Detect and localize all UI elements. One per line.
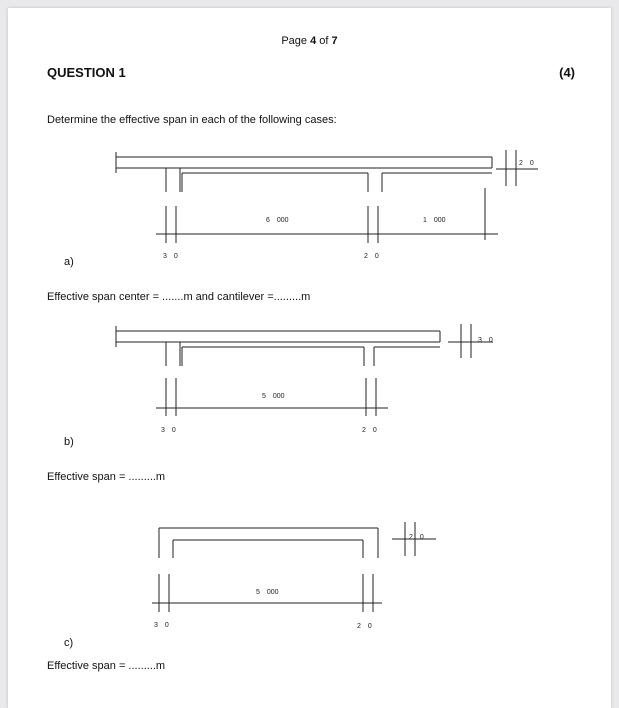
dim-a-span: 6 000 [266, 217, 289, 224]
question-title: QUESTION 1 [47, 65, 126, 80]
dim-a-cantilever: 1 000 [423, 217, 446, 224]
dim-a-left-support: 3 0 [163, 253, 178, 260]
case-a-answer: Effective span center = .......m and cantilever =.........m [47, 291, 311, 303]
dim-b-right-support: 2 0 [362, 427, 377, 434]
question-marks: (4) [559, 65, 575, 80]
dim-b-left-support: 3 0 [161, 427, 176, 434]
case-b-answer: Effective span = .........m [47, 471, 166, 483]
dim-b-wall: 3 0 [478, 337, 493, 344]
case-a-label: a) [64, 256, 74, 268]
dim-a-wall: 2 0 [519, 160, 534, 167]
case-c-label: c) [64, 637, 74, 649]
dim-c-right-support: 2 0 [357, 623, 372, 630]
dim-c-wall: 2 0 [409, 534, 424, 541]
case-c-answer: Effective span = .........m [47, 660, 166, 672]
page-number: Page 4 of 7 [281, 35, 338, 47]
question-instruction: Determine the effective span in each of the following cases: [47, 114, 337, 126]
dim-a-right-support: 2 0 [364, 253, 379, 260]
beam-diagrams [8, 8, 611, 708]
diagram-c [152, 522, 436, 612]
diagram-b [116, 324, 493, 416]
dim-c-left-support: 3 0 [154, 622, 169, 629]
dim-c-span: 5 000 [256, 589, 279, 596]
diagram-a [116, 150, 538, 243]
document-page [8, 8, 611, 708]
dim-b-span: 5 000 [262, 393, 285, 400]
case-b-label: b) [64, 436, 74, 448]
